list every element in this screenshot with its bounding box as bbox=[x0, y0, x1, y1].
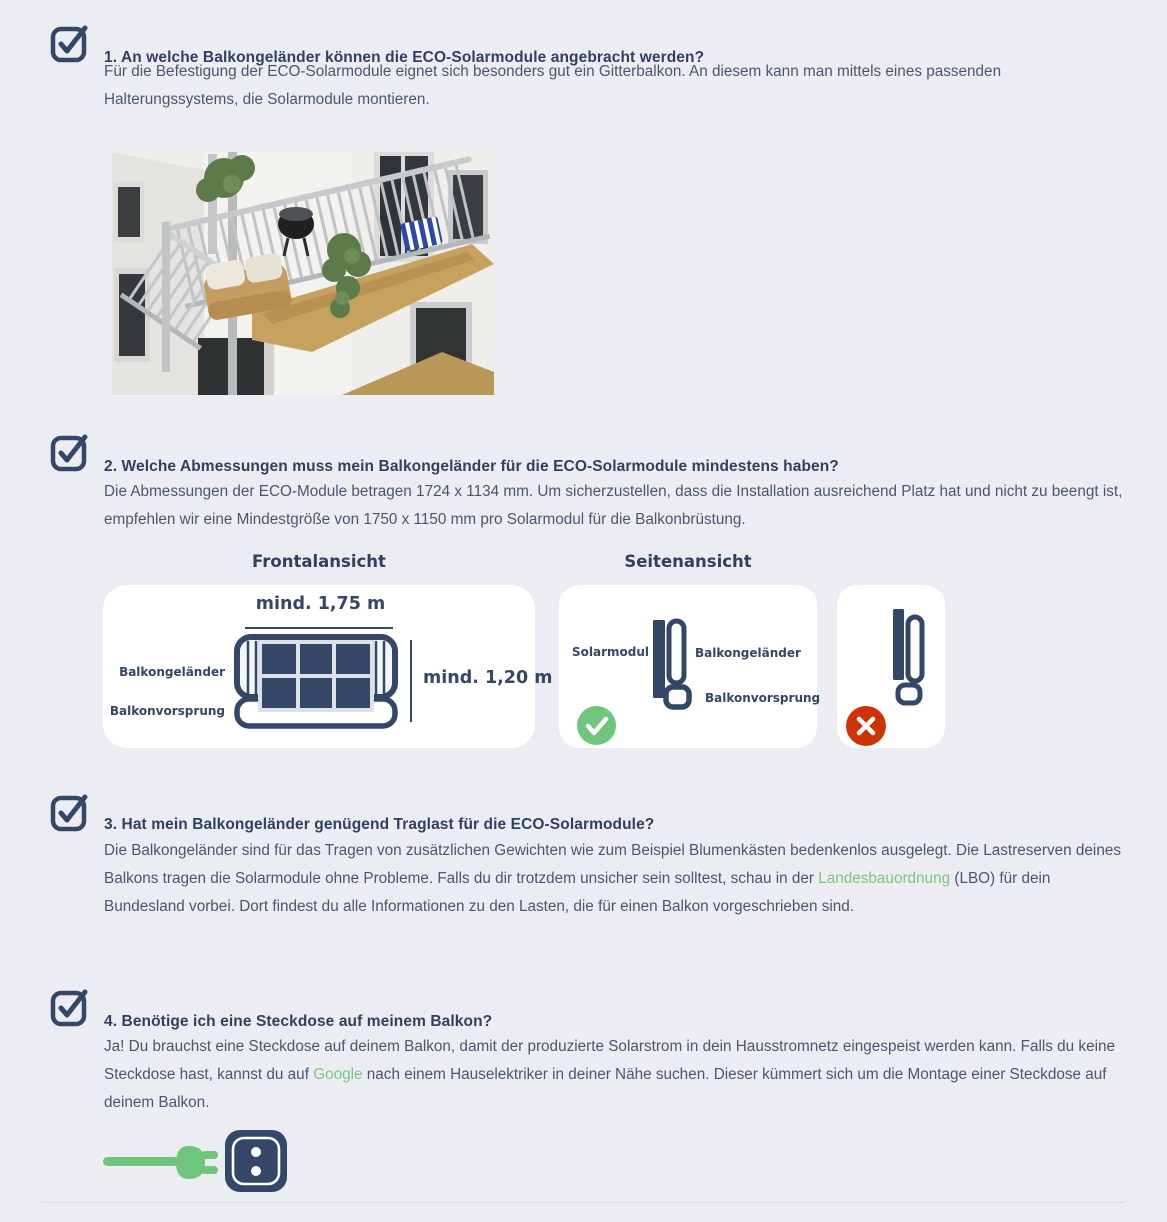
front-view-card bbox=[103, 585, 553, 748]
faq-answer-2: Die Abmessungen der ECO-Module betragen 1724 x 1134 mm. Um sicherzustellen, dass die Installation ausreichend Platz hat und nicht zu beengt ist, empfehlen wir eine Mindestgröße von 1750 x 1150 mm pro Solarmodul für die Balkonbrüstung. bbox=[104, 483, 1123, 528]
railing-label: Balkongeländer bbox=[119, 665, 225, 679]
width-measure-line bbox=[245, 627, 393, 629]
plug-and-socket-icon bbox=[103, 1128, 289, 1195]
side-view-ok-card bbox=[559, 585, 821, 748]
min-width-label: mind. 1,75 m bbox=[255, 594, 386, 614]
landesbauordnung-link[interactable]: Landesbauordnung bbox=[818, 870, 951, 887]
faq-answer-1: Für die Befestigung der ECO-Solarmodule eignet sich besonders gut ein Gitterbalkon. An diesem kann man mittels eines passenden Halterungssystems, die Solarmodule montieren. bbox=[104, 63, 1002, 108]
side-railing-label: Balkongeländer bbox=[695, 646, 801, 660]
faq-question-1: 1. An welche Balkongeländer können die ECO-Solarmodule angebracht werden? bbox=[104, 48, 705, 66]
checkbox-checked-icon bbox=[50, 985, 90, 1027]
answer-4-text-before: Ja! Du brauchst eine Steckdose auf deinem Balkon, damit der produzierte Solarstrom in dein Hausstromnetz eingespeist werden kann. Falls du keine Steckdose hast, kannst du auf bbox=[104, 1038, 1115, 1083]
x-circle-icon bbox=[846, 706, 886, 746]
front-view-title: Frontalansicht bbox=[252, 552, 386, 571]
faq-answer-3 bbox=[104, 837, 1126, 921]
faq-question-3: 3. Hat mein Balkongeländer genügend Traglast für die ECO-Solarmodule? bbox=[104, 815, 655, 833]
side-view-ok-diagram bbox=[649, 615, 695, 710]
module-label: Solarmodul bbox=[571, 645, 649, 659]
answer-3-text-before: Die Balkongeländer sind für das Tragen von zusätzlichen Gewichten wie zum Beispiel Blumenkästen bedenkenlos ausgelegt. Die Lastreserven deines Balkons tragen die Solarmodule ohne Probleme. Falls du dir trotzdem unsicher sein solltest, schau in der bbox=[104, 842, 1121, 887]
answer-4-text-after: nach einem Hauselektriker in deiner Nähe suchen. Dieser kümmert sich um die Montage einer Steckdose auf deinem Balkon. bbox=[104, 1066, 1107, 1111]
checkbox-checked-icon bbox=[50, 21, 90, 63]
answer-3-text-after: (LBO) für dein Bundesland vorbei. Dort findest du alle Informationen zu den Lasten, die für einen Balkon vorgeschrieben sind. bbox=[104, 870, 1051, 915]
checkbox-checked-icon bbox=[50, 790, 90, 832]
side-view-bad-diagram bbox=[889, 605, 937, 707]
side-view-title: Seitenansicht bbox=[624, 552, 752, 571]
side-ledge-label: Balkonvorsprung bbox=[705, 691, 821, 705]
min-height-label: mind. 1,20 m bbox=[423, 668, 553, 688]
faq-answer-4 bbox=[104, 1033, 1134, 1117]
balcony-photo bbox=[112, 152, 494, 395]
side-view-bad-card bbox=[837, 585, 945, 748]
faq-question-4: 4. Benötige ich eine Steckdose auf meinem Balkon? bbox=[104, 1012, 493, 1030]
ledge-label: Balkonvorsprung bbox=[109, 704, 225, 718]
bottom-divider bbox=[42, 1202, 1125, 1203]
google-link[interactable]: Google bbox=[313, 1066, 363, 1083]
front-view-diagram bbox=[233, 633, 403, 731]
faq-question-2: 2. Welche Abmessungen muss mein Balkongeländer für die ECO-Solarmodule mindestens haben? bbox=[104, 457, 839, 475]
check-circle-icon bbox=[577, 706, 616, 745]
checkbox-checked-icon bbox=[50, 430, 90, 472]
height-measure-line bbox=[410, 640, 412, 722]
